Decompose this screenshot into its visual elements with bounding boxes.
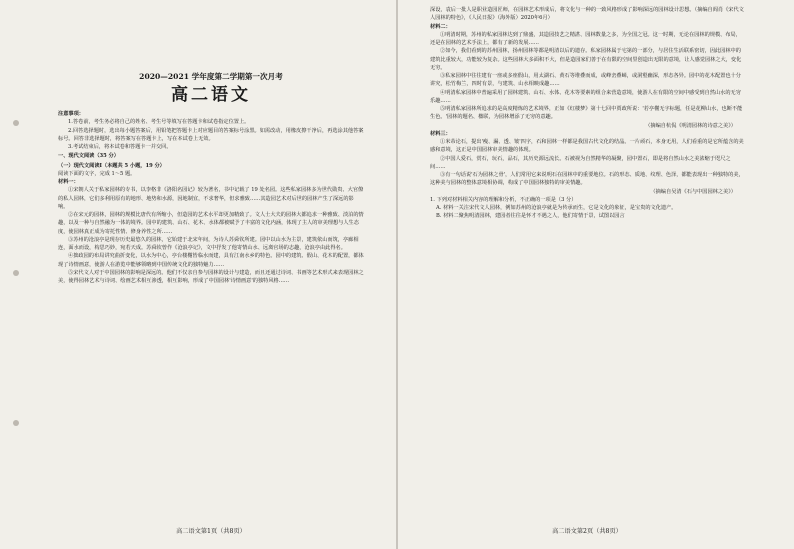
material-label: 材料三： (430, 130, 451, 137)
material-label: 材料二： (430, 23, 451, 30)
paragraph: ①宋朝人关于私家园林的专书，以李格非《洛阳名园记》较为著名，书中记载了 19 处名园。这些私家园林多为世代勋贵、大官僚的私人园林，它们多利用原有的地形、地势和水源，因地制宜，不求奢华，但求雅致……其造园艺术对后世的园林产生了深远的影响。 (58, 187, 364, 210)
paragraph: ⑤宋代文人对于中国园林的影响是深远的。他们不仅亲自参与园林的设计与建造，而且还通过诗词、书画等艺术形式来表现园林之美，使得园林艺术与诗词、绘画艺术相互渗透，相互影响，形成了中国园林'诗情画意'的独特风格…… (58, 269, 364, 284)
page-fold (396, 0, 398, 549)
paragraph: ①米芾论石，提出'瘦、漏、透、皱'四字，石和园林一样都是我国古代文化的结晶。一片顽石，本身无用，人们看重的是它所蕴含的美感和意境，这正是中国园林审美情趣的体现。 (430, 139, 744, 154)
material-label: 材料一： (58, 179, 79, 185)
paragraph: ③私家园林中往往建有一座或多座假山，用太湖石、黄石等堆叠而成，或峰峦叠嶂，或洞壑幽深，形态各异。园中的花木配置也十分讲究，松竹梅兰，四时有景，与建筑、山水相映成趣…… (430, 73, 741, 88)
paragraph: ③苏州的沧浪亭是现存历史最悠久的园林，它始建于北宋年间，为诗人苏舜钦所建。园中以山水为主景，建筑依山而筑，亭廊相连，面水而设，构思巧妙，宛若天成。苏舜钦曾作《沧浪亭记》，文中抒发了他寄情山水、远离官场的志趣，沧浪亭由此得名。 (58, 236, 359, 251)
paragraph: ⑤明清私家园林所追求的是高度精炼的艺术境界，正如《红楼梦》第十七回中贾政所说：'若亭榭无字标题，任是花柳山水，也断不能生色。'园林的题名、楹联，为园林增添了无穷的意趣。 (430, 106, 743, 121)
binding-hole (13, 120, 19, 126)
instruction: 阅读下面的文字，完成 1～5 题。 (58, 170, 136, 177)
note-item: 3.考试结束后，将本试卷和答题卡一并交回。 (68, 144, 172, 150)
paragraph: ②在宋元的园林，园林的规模比唐代有所缩小，但造园的艺术水平却更加精致了。文人士大夫的园林大都追求一种雅致、淡泊的情趣，以及一种与自然融为一体的境界。园中的建筑、山石、花木、水体都被赋予了丰富的文化内涵，体现了主人的审美理想与人生态度，使园林真正成为寄托性情、修身养性之所…… (58, 212, 364, 235)
paragraph: ④拙政园的布局讲究曲折变化，以水为中心，亭台楼榭皆临水而建，具有江南水乡的特色。园中的建筑、假山、花木的配置，都体现了诗情画意，使游人在游览中能够领略到中国传统文化的独特魅力…… (58, 253, 364, 268)
paragraph: ④明清私家园林中普遍采用了园林建筑、山石、水体、花木等要素的组合来营造意境，使游人在有限的空间中感受到自然山水的无穷乐趣…… (430, 89, 741, 104)
subsection-heading: （一）现代文阅读Ⅰ（本题共 5 小题，19 分） (58, 162, 165, 169)
question-stem: 1. 下列对材料相关内容的理解和分析，不正确的一项是（3 分） (430, 196, 577, 203)
source-citation: （摘编自吴清《石与中国园林之美》） (650, 188, 736, 195)
question-option: B. 材料二聚焦明清园林，建园者往往是怀才不遇之人，他们寄情于景，试图以园言 (436, 213, 625, 220)
paragraph: ②如今，我们看到的苏州园林，扬州园林等都是明清以后的遗存。私家园林属于宅第的一部分，与居住生活联系密切，因此园林中的建筑比重较大，功能较为复杂。这些园林大多面积不大，但是造园家们善于在有限的空间里创造出无限的意境，让人感觉园林之大，变化无穷。 (430, 48, 742, 71)
page-footer: 高二语文第2页（共8页） (552, 528, 622, 535)
subject-title: 高二语文 (171, 85, 251, 105)
page-footer: 高二语文第1页（共8页） (176, 528, 246, 535)
paragraph: ③有一句话说'石为园林之骨'，人们常用它来说明石在园林中的重要地位。石的形态、质地、纹理、色泽，都能表现出一种独特的美，这种美与园林的整体意境相协调，构成了中国园林独特的审美情趣。 (430, 172, 744, 187)
paragraph: ①明清时期，苏州的私家园林达到了鼎盛，其造园技艺之精湛、园林数量之多，为全国之冠。这一时期，无论在园林的规模、布局，还是在园林的艺术手法上，都有了新的发展…… (430, 31, 741, 46)
binding-hole (13, 270, 19, 276)
paragraph: 深设，袁后一批人是职业造园匠师，在园林艺术形成后，将文化与一种的一致风格形成了影响深远的园林设计思想。（摘编自阎肖《宋代文人园林的特色》，《人民日报》（海外版）2020年6月） (430, 7, 744, 22)
right-page (430, 6, 744, 546)
section-heading: 一、现代文阅读（35 分） (58, 153, 119, 160)
note-item: 1.答卷前，考生务必将自己的姓名、考生号等填写在答题卡和试卷指定位置上。 (68, 119, 250, 126)
note-item: 2.回答选择题时，选出每小题答案后，用铅笔把答题卡上对应题目的答案标号涂黑。如需改动，用橡皮擦干净后，再选涂其他答案标号。回答非选择题时，将答案写在答题卡上，写在本试卷上无效。 (58, 127, 364, 142)
binding-hole (13, 420, 19, 426)
exam-title: 2020—2021 学年度第二学期第一次月考 (139, 72, 283, 81)
notes-heading: 注意事项： (58, 111, 84, 117)
source-citation: （摘编自杭侃《明清园林的诗意之美》） (645, 122, 736, 129)
question-option: A. 材料一关注宋代文人园林，例如苏州的沧浪亭就是为传承而生，它是文化的象征，是宝贵的文化遗产。 (436, 205, 677, 211)
paragraph: ②中国人爱石，赏石，玩石，品石，其历史源远流长。石被视为自然精华的凝聚，园中置石，即是将自然山水之美浓缩于咫尺之间…… (430, 155, 731, 170)
left-page (58, 6, 364, 546)
